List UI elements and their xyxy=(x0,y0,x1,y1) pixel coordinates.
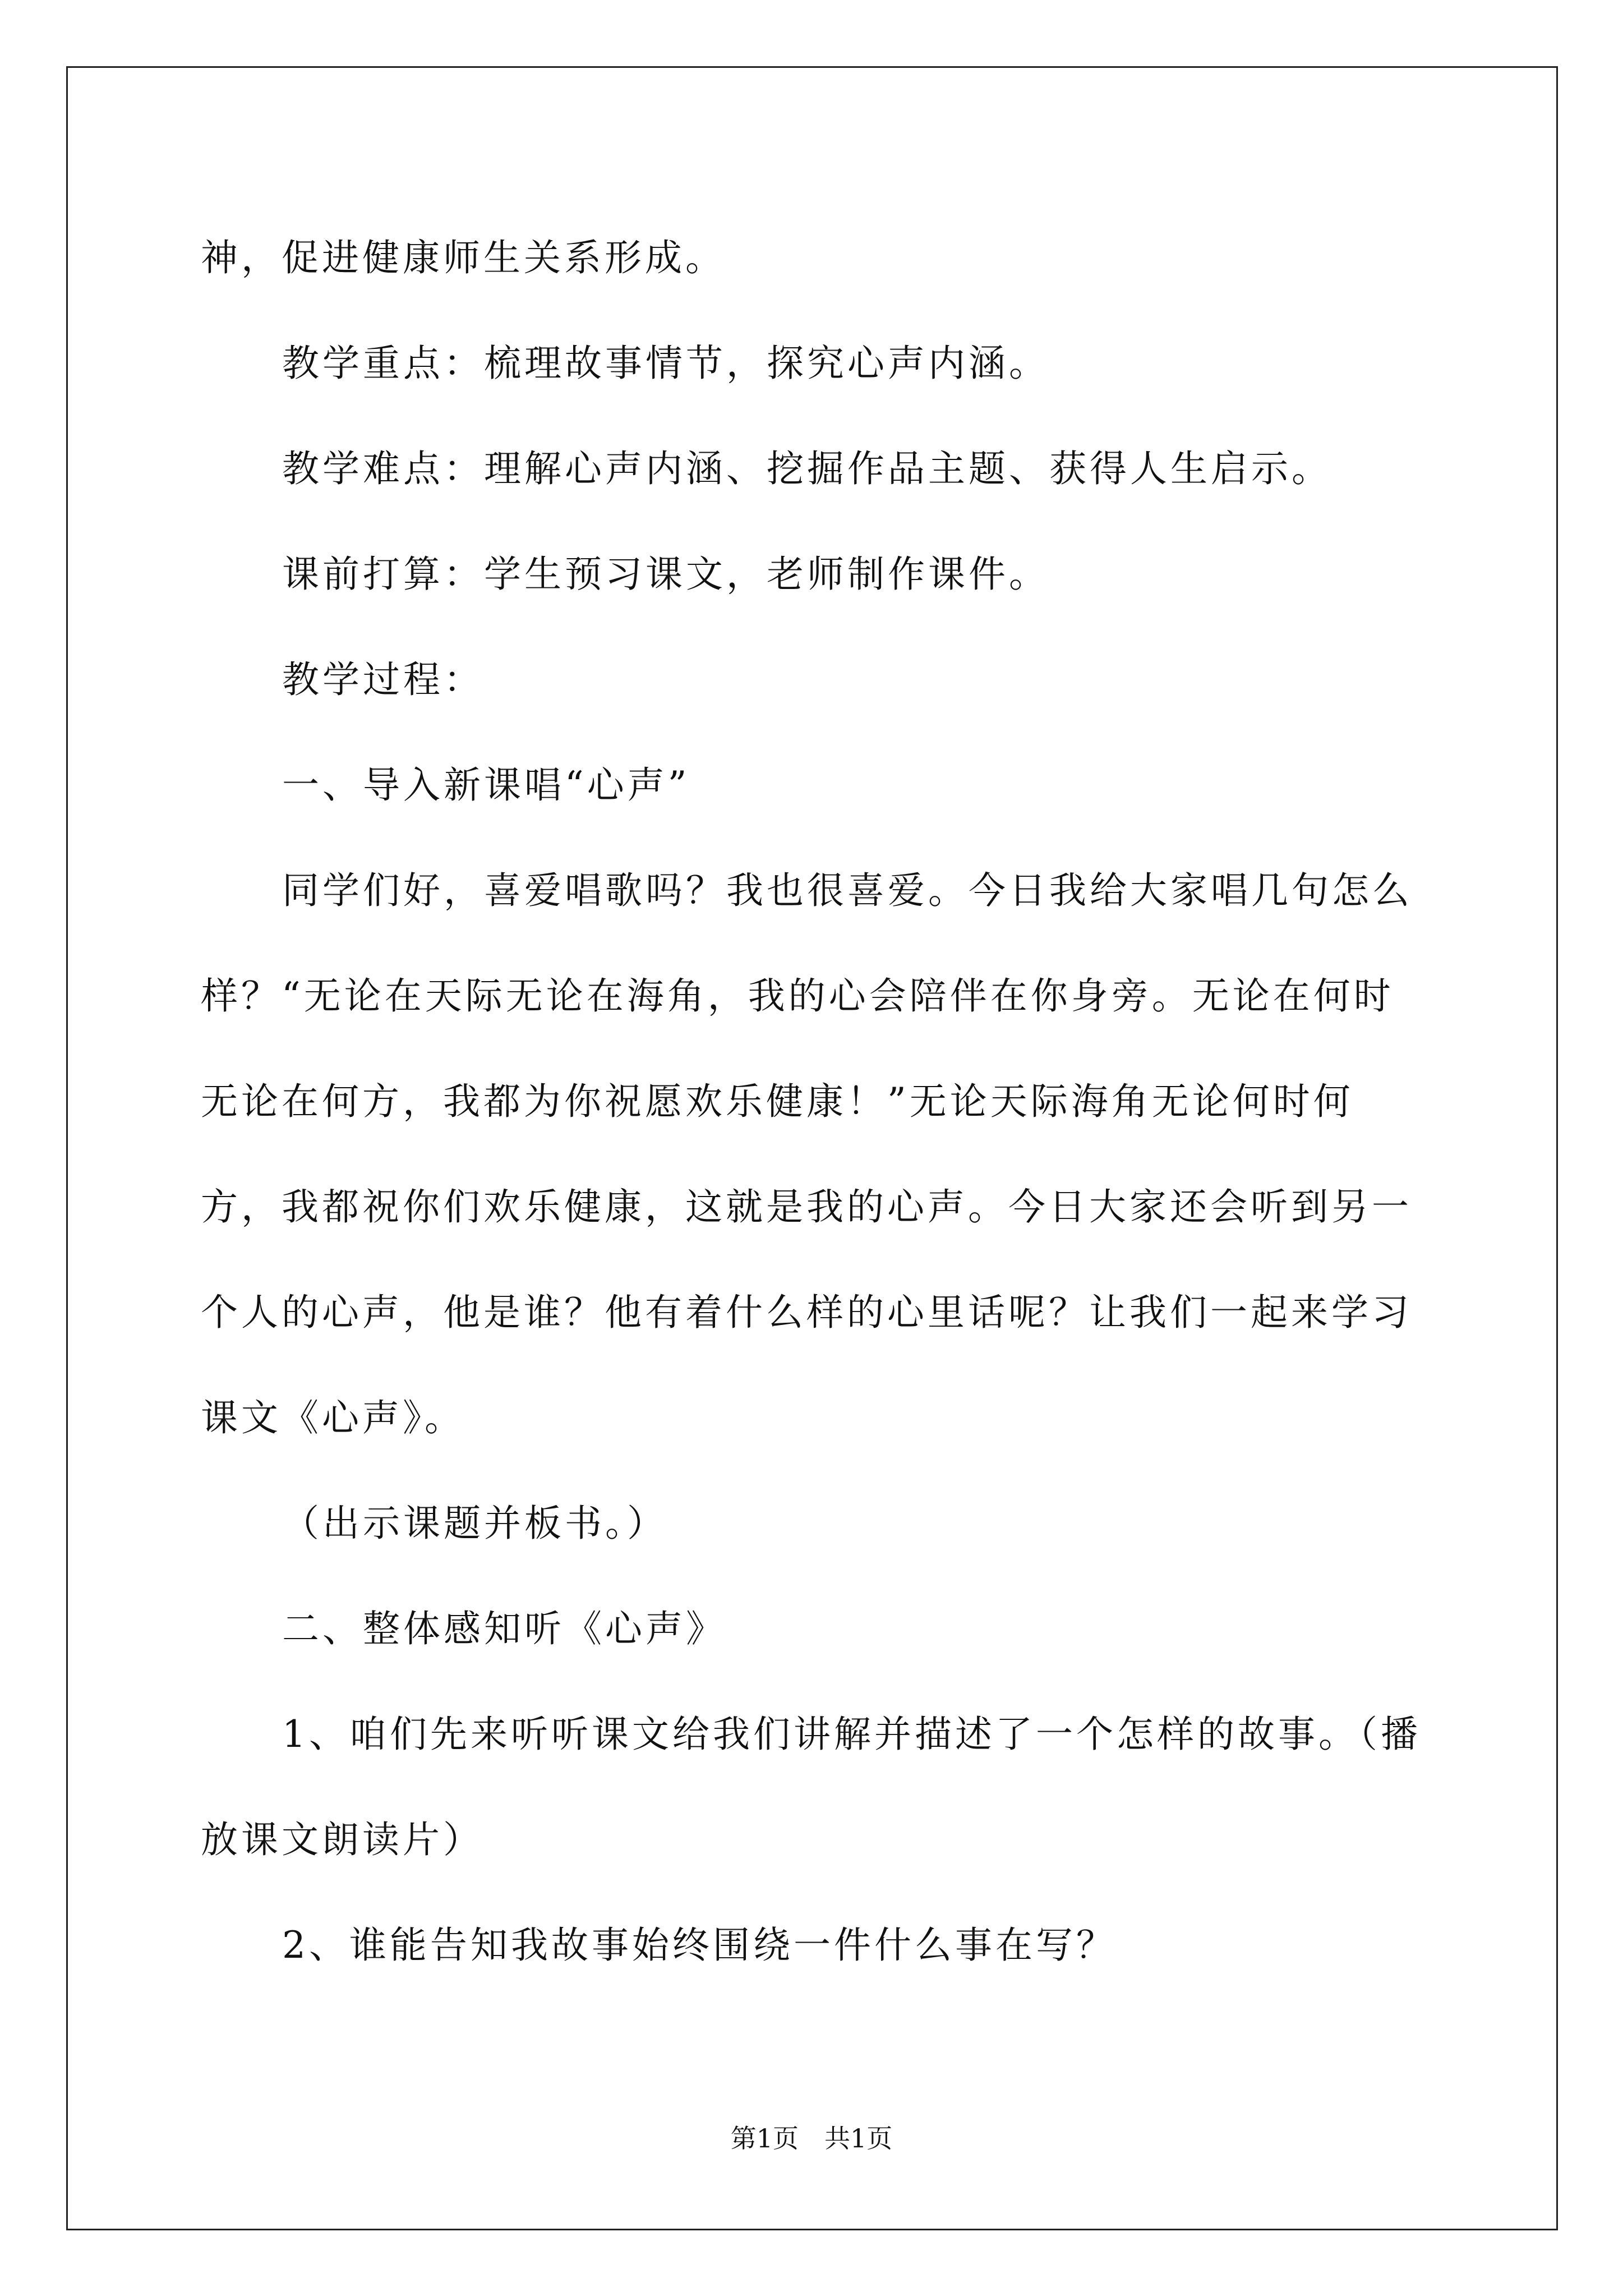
paragraph-9: 二、整体感知听《心声》 xyxy=(282,1607,726,1650)
paragraph-8: （出示课题并板书。） xyxy=(282,1502,667,1545)
paragraph-6: 一、导入新课唱“心声” xyxy=(282,763,690,807)
paragraph-1: 神，促进健康师生关系形成。 xyxy=(201,236,726,279)
paragraph-7: 同学们好，喜爱唱歌吗？我也很喜爱。今日我给大家唱几句怎么样？“无论在天际无论在海角，我的心会陪伴在你身旁。无论在何时无论在何方，我都为你祝愿欢乐健康！”无论天际海角无论何时何方，我都祝你们欢乐健康，这就是我的心声。今日大家还会听到另一个人的心声，他是谁？他有着什么样的心里话呢？让我们一起来学习课文《心声》。 xyxy=(201,869,1413,1439)
paragraph-3: 教学难点：理解心声内涵、挖掘作品主题、获得人生启示。 xyxy=(282,447,1332,490)
page-footer: 第1页 共1页 xyxy=(730,2123,893,2154)
paragraph-4: 课前打算：学生预习课文，老师制作课件。 xyxy=(282,553,1049,596)
paragraph-11: 2、谁能告知我故事始终围绕一件什么事在写？ xyxy=(282,1924,1117,1967)
document-body xyxy=(201,205,1423,1998)
paragraph-10: 1、咱们先来听听课文给我们讲解并描述了一个怎样的故事。（播放课文朗读片） xyxy=(201,1713,1421,1861)
paragraph-5: 教学过程： xyxy=(282,658,484,701)
paragraph-2: 教学重点：梳理故事情节，探究心声内涵。 xyxy=(282,342,1049,385)
